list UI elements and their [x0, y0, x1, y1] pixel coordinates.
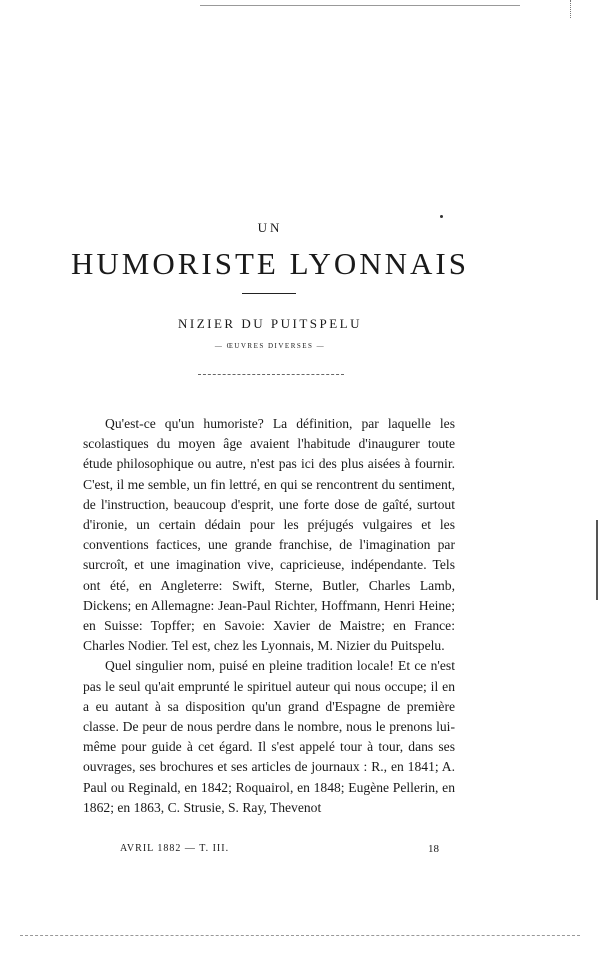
signature-mark: 18: [428, 843, 439, 855]
article-title: HUMORISTE LYONNAIS: [71, 246, 469, 281]
paragraph: Qu'est-ce qu'un humoriste? La définition, par laquelle les scolastiques du moyen âge avaient l'habitude d'inaugurer toute étude philosophique ou autre, n'est pas ici des plus aisées à fournir. C'est, il me semble, un fin lettré, en qui se rencontrent du sentiment, de l'instruction, beaucoup d'esprit, une forte dose de gaîté, surtout d'ironie, un certain dédain pour les préjugés vulgaires et les conventions factices, une grande franchise, de l'imagination par surcroît, et une imagination vive, capricieuse, indépendante. Tels ont été, en Angleterre: Swift, Sterne, Butler, Charles Lamb, Dickens; en Allemagne: Jean-Paul Richter, Hoffmann, Henri Heine; en Suisse: Topffer; en Savoie: Xavier de Maistre; en France: Charles Nodier. Tel est, chez les Lyonnais, M. Nizier du Puitspelu.: [83, 416, 455, 654]
title-divider: [242, 293, 296, 294]
title-prefix: UN: [257, 220, 283, 235]
scan-mark-right-edge: [596, 520, 598, 600]
scan-edge-bottom: [20, 935, 580, 936]
scan-mark-top-right: [570, 0, 574, 18]
works-caption: — ŒUVRES DIVERSES —: [214, 342, 326, 350]
article-body: [83, 414, 455, 818]
scan-edge-top: [200, 5, 520, 6]
section-divider: [198, 374, 344, 375]
ink-speck: [440, 215, 443, 218]
footer-date-volume: AVRIL 1882 — T. III.: [120, 843, 230, 854]
article-subtitle: NIZIER DU PUITSPELU: [178, 316, 362, 331]
paragraph: Quel singulier nom, puisé en pleine tradition locale! Et ce n'est pas le seul qu'ait emprunté le spirituel auteur qui nous occupe; il en a eu autant à sa disposition qu'un grand d'Espagne de première classe. De peur de nous perdre dans le nombre, nous le prenons lui-même pour guide à cet égard. Il s'est appelé tour à tour, dans ses ouvrages, ses brochures et ses articles de journaux : R., en 1841; A. Paul ou Reginald, en 1842; Roquairol, en 1848; Eugène Pellerin, en 1862; en 1863, C. Strusie, S. Ray, Thevenot: [83, 658, 455, 815]
